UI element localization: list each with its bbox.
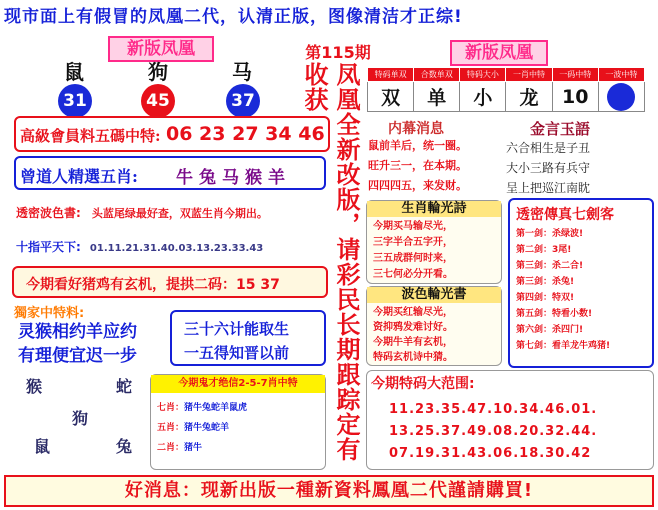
- big-range-box: [366, 370, 654, 470]
- wave-secret-row: [16, 202, 332, 224]
- poem-line: 今期牛羊有玄机，: [373, 337, 453, 348]
- zeng-dao-value: 牛兔马猴羊: [176, 168, 291, 188]
- table-value-cell: 单: [414, 82, 460, 112]
- poem-line: 三七何必分开看。: [373, 269, 453, 280]
- shizi-label: 十指平天下:: [16, 240, 81, 254]
- shizi-row: [16, 236, 332, 258]
- poem-line: 今期买红输尽光，: [373, 307, 453, 318]
- zodiac-poem-lines: [373, 219, 453, 283]
- ghost-row-1: [157, 401, 247, 415]
- insider-title: 内幕消息: [388, 121, 444, 137]
- high-member-box: [14, 116, 330, 152]
- insider-box: [366, 116, 494, 198]
- golden-line: 六合相生是子丑: [506, 141, 591, 155]
- table-header-cell: 特码大小: [460, 68, 506, 82]
- big-range-title: 今期特码大范围:: [371, 376, 475, 392]
- shizi-numbers: 01.11.21.31.40.03.13.23.33.43: [89, 243, 264, 254]
- table-header-cell: 一码中特: [552, 68, 598, 82]
- sword-list: [516, 226, 610, 354]
- wave-ball: [607, 83, 635, 111]
- sword-row: 第二剑：3尾!: [516, 245, 572, 255]
- ghost-talent-title: 今期鬼才绝信2-5-7肖中特: [151, 375, 325, 393]
- footer-banner: 好消息：现新出版一種新資料鳳凰二代謹請購買!: [4, 475, 654, 507]
- insider-line: 四四四五，来发财。: [368, 179, 467, 192]
- grid-animal-3: 狗: [72, 409, 89, 428]
- ghost-talent-box: [150, 374, 326, 470]
- pig-chicken-box: [12, 266, 328, 298]
- ghost-row-value: 猪牛: [184, 443, 203, 453]
- zodiac-label-1: 鼠: [64, 60, 84, 84]
- range-row: 13.25.37.49.08.20.32.44.: [389, 424, 598, 439]
- seven-swords-title: 透密傳真七劍客: [516, 207, 614, 223]
- insider-lines: [368, 136, 467, 196]
- exclusive-line-1: 灵猴相约羊应约: [18, 322, 137, 342]
- zodiac-label-3: 马: [232, 60, 252, 84]
- grid-animal-1: 猴: [26, 377, 43, 396]
- table-value-cell: 龙: [506, 82, 552, 112]
- poem-line: 今期买马输尽光，: [373, 221, 453, 232]
- exclusive-label: 獨家中特料:: [14, 306, 85, 321]
- wave-poem-title: 波色輪光書: [367, 287, 501, 303]
- sword-row: 第五剑：特看小数!: [516, 309, 593, 319]
- sword-row: 第七剑：看羊龙牛鸡猪!: [516, 341, 611, 351]
- sword-row: 第三剑：杀二合!: [516, 261, 584, 271]
- ghost-row-value: 猪牛兔蛇羊鼠虎: [184, 403, 248, 413]
- prediction-table: [367, 67, 645, 112]
- table-header-cell: 一肖中特: [506, 68, 552, 82]
- sword-row: 第三剑：杀兔!: [516, 277, 575, 287]
- insider-line: 旺升三一，在本期。: [368, 159, 467, 172]
- exclusive-text: [18, 320, 137, 368]
- golden-line: 呈上把巡江南眈: [506, 181, 591, 195]
- poem-line: 资抑鸦发难讨好。: [373, 322, 453, 333]
- table-header-cell: 一波中特: [598, 68, 644, 82]
- table-value-cell: 双: [368, 82, 414, 112]
- exclusive-line-2: 有理便宜迟一步: [18, 346, 137, 366]
- pig-chicken-text: 今期看好猪鸡有玄机，提拱二码：15 37: [26, 277, 280, 293]
- poem-line: 三五成群何时来，: [373, 253, 453, 264]
- ghost-row-3: [157, 441, 202, 455]
- zeng-dao-label: 曾道人精選五肖:: [20, 167, 138, 186]
- animal-grid: [14, 372, 144, 468]
- top-banner: 现市面上有假冒的凤凰二代，认清正版，图像清洁才正综!: [4, 7, 463, 27]
- strategy-line-1: 三十六计能取生: [184, 320, 290, 338]
- ghost-row-label: 七肖：: [157, 403, 185, 413]
- golden-words-title: 金言玉語: [530, 120, 591, 138]
- zodiac-ball-1: 31: [58, 84, 92, 118]
- ghost-row-value: 猪牛兔蛇羊: [184, 423, 230, 433]
- sword-row: 第一剑：杀绿波!: [516, 229, 584, 239]
- poem-line: 三字半合五字开，: [373, 237, 453, 248]
- sword-row: 第六剑：杀四门!: [516, 325, 584, 335]
- range-row: 07.19.31.43.06.18.30.42: [389, 446, 592, 461]
- ghost-row-label: 五肖：: [157, 423, 185, 433]
- range-row: 11.23.35.47.10.34.46.01.: [389, 402, 598, 417]
- strategy-line-2: 一五得知晋以前: [184, 344, 290, 362]
- seven-swords-box: [508, 198, 654, 368]
- table-wave-cell: [598, 82, 644, 112]
- badge-new-edition-right: 新版凤凰: [450, 40, 548, 66]
- high-member-numbers: 06 23 27 34 46: [166, 123, 325, 145]
- table-value-cell: 10: [552, 82, 598, 112]
- wave-poem-box: [366, 286, 502, 366]
- table-header-cell: 特码单双: [368, 68, 414, 82]
- high-member-label: 高級會員料五碼中特:: [20, 127, 161, 145]
- grid-animal-5: 兔: [116, 437, 133, 456]
- zodiac-ball-2: 45: [141, 84, 175, 118]
- vertical-banner: 凤凰全新改版，请彩民长期跟踪定有收获: [300, 62, 361, 462]
- zodiac-poem-title: 生肖輪光詩: [367, 201, 501, 217]
- zodiac-ball-3: 37: [226, 84, 260, 118]
- golden-words-box: [500, 116, 654, 198]
- golden-words-lines: [506, 138, 590, 198]
- golden-line: 大小三路有兵守: [506, 161, 591, 175]
- zodiac-label-2: 狗: [148, 60, 168, 84]
- prediction-table-header: [368, 68, 645, 82]
- zeng-dao-box: [14, 156, 326, 190]
- strategy-box: [170, 310, 326, 366]
- prediction-table-values: [368, 82, 645, 112]
- grid-animal-4: 鼠: [34, 437, 51, 456]
- table-value-cell: 小: [460, 82, 506, 112]
- insider-line: 鼠前羊后，统一圈。: [368, 139, 467, 152]
- wave-secret-label: 透密波色書:: [16, 206, 81, 220]
- big-range-numbers: [389, 399, 597, 465]
- issue-number: 第115期: [305, 43, 371, 62]
- wave-secret-text: 头蓝尾绿最好查，双蓝生肖今期出。: [91, 207, 268, 220]
- zodiac-poem-box: [366, 200, 502, 284]
- ghost-row-label: 二肖：: [157, 443, 185, 453]
- ghost-row-2: [157, 421, 229, 435]
- poem-line: 特码玄机诗中猜。: [373, 352, 453, 363]
- grid-animal-2: 蛇: [116, 377, 133, 396]
- wave-poem-lines: [373, 305, 453, 365]
- badge-new-edition-left: 新版凤凰: [108, 36, 214, 62]
- table-header-cell: 合数单双: [414, 68, 460, 82]
- sword-row: 第四剑：特双!: [516, 293, 575, 303]
